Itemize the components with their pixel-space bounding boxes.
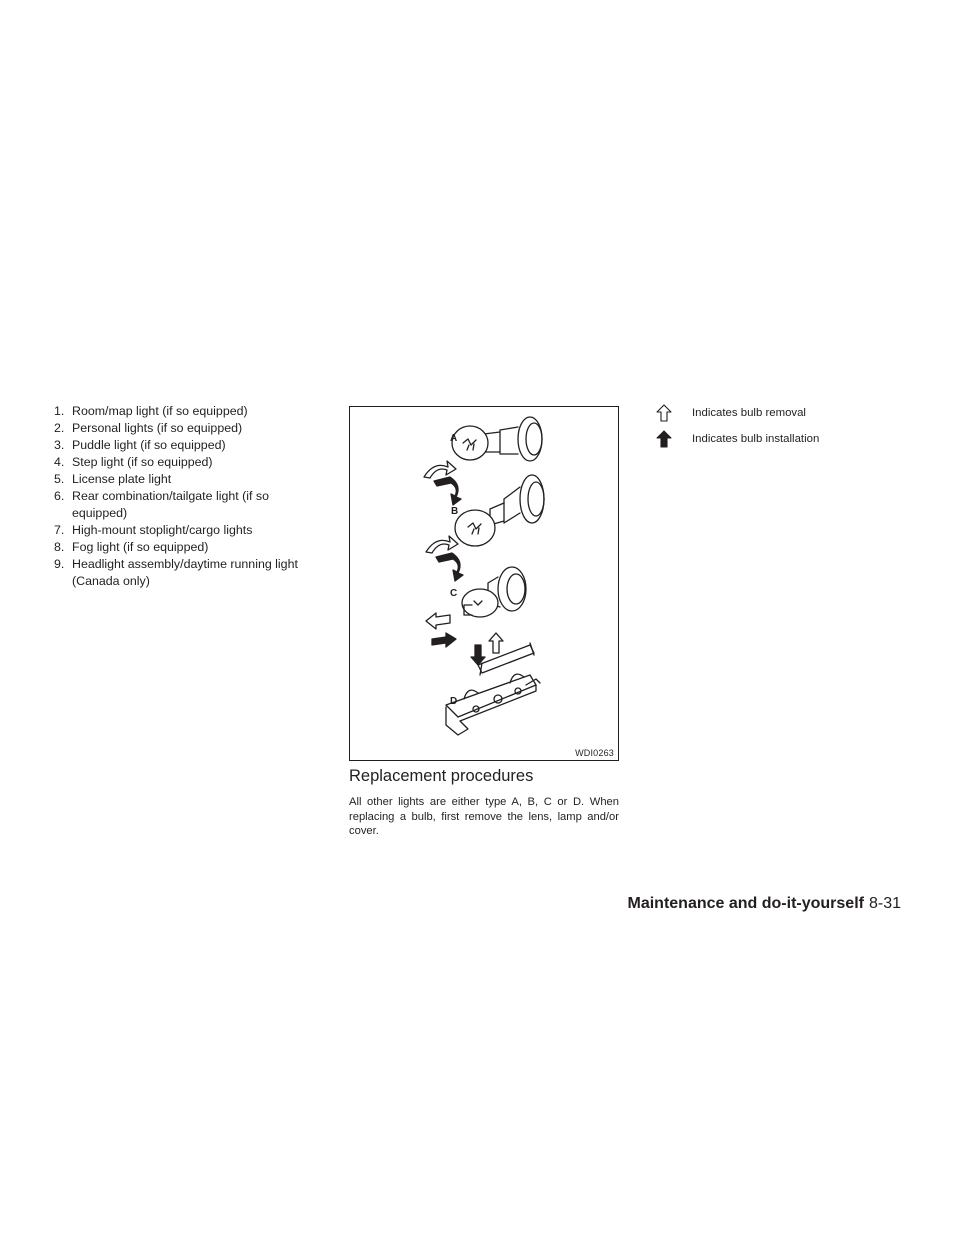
- section-title: Replacement procedures: [349, 767, 534, 785]
- item-number: 7.: [54, 523, 65, 537]
- item-text: Room/map light (if so equipped): [72, 404, 248, 418]
- item-number: 8.: [54, 540, 65, 554]
- twist-in-arrow-icon: [434, 477, 461, 505]
- item-number: 6.: [54, 489, 65, 503]
- bulb-types-illustration: [350, 407, 618, 760]
- item-text: Step light (if so equipped): [72, 455, 213, 469]
- item-text: Rear combination/tailgate light (if so equipped): [72, 489, 269, 520]
- list-item: [54, 522, 314, 539]
- item-number: 2.: [54, 421, 65, 435]
- bulb-b-illustration: [455, 475, 544, 546]
- footer-section-title: Maintenance and do-it-yourself: [627, 895, 864, 912]
- twist-out-arrow-icon: [424, 461, 456, 478]
- bulb-c-label: C: [450, 588, 458, 599]
- item-number: 3.: [54, 438, 65, 452]
- item-text: High-mount stoplight/cargo lights: [72, 523, 253, 537]
- pull-out-arrow-icon: [426, 613, 450, 629]
- figure-code: WDI0263: [575, 748, 614, 758]
- item-number: 4.: [54, 455, 65, 469]
- list-item: [54, 454, 314, 471]
- legend-installation: [656, 430, 876, 456]
- arrow-legend: [656, 404, 876, 456]
- list-item: [54, 488, 314, 522]
- list-item: [54, 420, 314, 437]
- item-text: License plate light: [72, 472, 172, 486]
- twist-in-arrow-icon: [436, 553, 463, 581]
- push-in-arrow-icon: [432, 633, 456, 647]
- legend-installation-text: Indicates bulb installation: [692, 433, 820, 445]
- bulb-d-illustration: [446, 643, 540, 735]
- bulb-d-label: D: [450, 696, 458, 707]
- item-text: Personal lights (if so equipped): [72, 421, 243, 435]
- bulb-a-label: A: [450, 433, 458, 444]
- item-number: 9.: [54, 557, 65, 571]
- light-location-list: [54, 403, 314, 590]
- legend-removal-text: Indicates bulb removal: [692, 407, 806, 419]
- bulb-b-label: B: [451, 506, 459, 517]
- item-number: 1.: [54, 404, 65, 418]
- twist-out-arrow-icon: [426, 536, 458, 553]
- list-item: [54, 403, 314, 420]
- item-text: Puddle light (if so equipped): [72, 438, 226, 452]
- item-number: 5.: [54, 472, 65, 486]
- outline-arrow-up-icon: [656, 404, 672, 422]
- list-item: [54, 539, 314, 556]
- legend-removal: [656, 404, 876, 430]
- filled-arrow-up-icon: [656, 430, 672, 448]
- down-arrow-icon: [471, 645, 485, 665]
- bulb-types-figure: [349, 406, 619, 761]
- bulb-c-illustration: [462, 567, 526, 617]
- item-text: Headlight assembly/daytime running light (Canada only): [72, 557, 298, 588]
- list-item: [54, 437, 314, 454]
- section-body: All other lights are either type A, B, C or D. When replacing a bulb, first remove the lens, lamp and/or cover.: [349, 796, 619, 837]
- list-item: [54, 556, 314, 590]
- item-text: Fog light (if so equipped): [72, 540, 209, 554]
- bulb-a-illustration: [452, 417, 542, 461]
- page-number: 8-31: [868, 895, 901, 912]
- list-item: [54, 471, 314, 488]
- page-footer: [628, 895, 902, 913]
- up-arrow-icon: [489, 633, 503, 653]
